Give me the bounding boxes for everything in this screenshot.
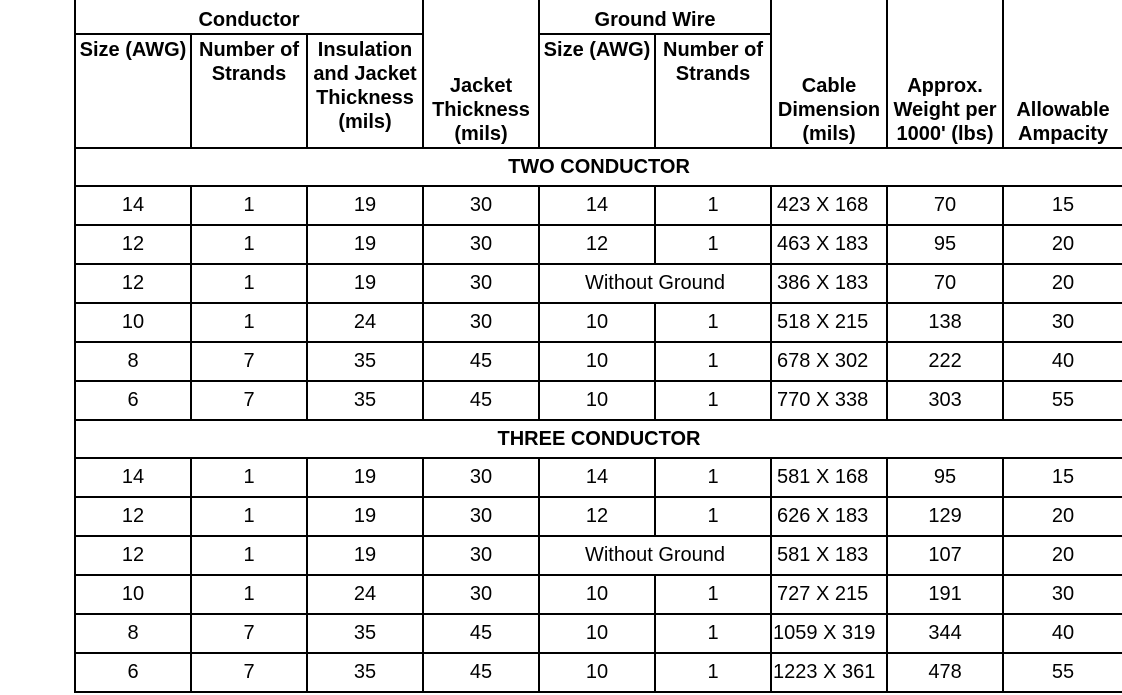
cell-conductor-strands: 1 [191, 264, 307, 303]
cell-conductor-strands: 1 [191, 186, 307, 225]
cell-ground-size: 12 [539, 497, 655, 536]
cell-insulation-thickness: 19 [307, 264, 423, 303]
cell-conductor-strands: 1 [191, 575, 307, 614]
cell-conductor-size: 12 [75, 497, 191, 536]
cell-insulation-thickness: 19 [307, 497, 423, 536]
table-row [75, 575, 1122, 614]
cell-ground-note: Without Ground [539, 264, 771, 303]
cell-insulation-thickness: 19 [307, 536, 423, 575]
cell-conductor-strands: 7 [191, 614, 307, 653]
cell-conductor-strands: 7 [191, 342, 307, 381]
table-row [75, 653, 1122, 692]
cell-allowable-ampacity: 15 [1003, 458, 1122, 497]
cell-jacket-thickness: 30 [423, 186, 539, 225]
header-jacket-thickness: Jacket Thickness (mils) [423, 0, 539, 148]
header-approx-weight: Approx. Weight per 1000' (lbs) [887, 0, 1003, 148]
cell-cable-dimension: 1223 X 361 [771, 653, 887, 692]
cell-conductor-size: 6 [75, 653, 191, 692]
cell-allowable-ampacity: 20 [1003, 497, 1122, 536]
cell-cable-dimension: 1059 X 319 [771, 614, 887, 653]
cell-approx-weight: 70 [887, 186, 1003, 225]
header-conductor-size: Size (AWG) [75, 34, 191, 148]
cell-conductor-strands: 1 [191, 303, 307, 342]
cell-approx-weight: 129 [887, 497, 1003, 536]
cell-approx-weight: 344 [887, 614, 1003, 653]
cell-approx-weight: 191 [887, 575, 1003, 614]
cell-allowable-ampacity: 20 [1003, 225, 1122, 264]
cell-jacket-thickness: 30 [423, 303, 539, 342]
cell-insulation-thickness: 35 [307, 342, 423, 381]
cell-conductor-size: 12 [75, 536, 191, 575]
cell-conductor-size: 12 [75, 225, 191, 264]
cell-jacket-thickness: 30 [423, 225, 539, 264]
cell-ground-strands: 1 [655, 303, 771, 342]
cell-conductor-size: 10 [75, 303, 191, 342]
cell-insulation-thickness: 19 [307, 458, 423, 497]
cell-ground-strands: 1 [655, 614, 771, 653]
header-ground-strands: Number of Strands [655, 34, 771, 148]
cell-ground-size: 10 [539, 303, 655, 342]
cell-conductor-strands: 7 [191, 381, 307, 420]
cell-jacket-thickness: 45 [423, 381, 539, 420]
table-row [75, 186, 1122, 225]
cell-allowable-ampacity: 40 [1003, 342, 1122, 381]
cell-insulation-thickness: 24 [307, 303, 423, 342]
table-row [75, 536, 1122, 575]
section-title: THREE CONDUCTOR [75, 420, 1122, 458]
cell-approx-weight: 95 [887, 458, 1003, 497]
cell-cable-dimension: 386 X 183 [771, 264, 887, 303]
cell-insulation-thickness: 35 [307, 381, 423, 420]
cell-cable-dimension: 423 X 168 [771, 186, 887, 225]
cell-insulation-thickness: 24 [307, 575, 423, 614]
cell-jacket-thickness: 30 [423, 458, 539, 497]
section-header-row [75, 148, 1122, 186]
cell-cable-dimension: 518 X 215 [771, 303, 887, 342]
header-allowable-ampacity: Allowable Ampacity [1003, 0, 1122, 148]
cell-approx-weight: 107 [887, 536, 1003, 575]
table-row [75, 497, 1122, 536]
cell-ground-size: 12 [539, 225, 655, 264]
cell-allowable-ampacity: 20 [1003, 536, 1122, 575]
table-body [75, 148, 1122, 692]
cell-ground-strands: 1 [655, 653, 771, 692]
cell-conductor-size: 8 [75, 342, 191, 381]
cell-cable-dimension: 581 X 183 [771, 536, 887, 575]
cell-approx-weight: 95 [887, 225, 1003, 264]
cell-ground-size: 10 [539, 575, 655, 614]
header-conductor-strands: Number of Strands [191, 34, 307, 148]
cell-ground-strands: 1 [655, 458, 771, 497]
cell-conductor-strands: 1 [191, 458, 307, 497]
cell-allowable-ampacity: 40 [1003, 614, 1122, 653]
table-row [75, 342, 1122, 381]
cell-allowable-ampacity: 55 [1003, 381, 1122, 420]
table-row [75, 264, 1122, 303]
table-header [75, 0, 1122, 148]
header-insulation-jacket: Insulation and Jacket Thickness (mils) [307, 34, 423, 148]
cell-approx-weight: 222 [887, 342, 1003, 381]
cell-cable-dimension: 626 X 183 [771, 497, 887, 536]
section-title: TWO CONDUCTOR [75, 148, 1122, 186]
header-ground-wire: Ground Wire [539, 0, 771, 34]
cable-spec-table [74, 0, 1122, 693]
cell-ground-size: 14 [539, 186, 655, 225]
cell-insulation-thickness: 35 [307, 614, 423, 653]
cell-allowable-ampacity: 55 [1003, 653, 1122, 692]
cell-conductor-size: 12 [75, 264, 191, 303]
table-row [75, 225, 1122, 264]
table-row [75, 381, 1122, 420]
cell-ground-strands: 1 [655, 381, 771, 420]
cell-jacket-thickness: 30 [423, 575, 539, 614]
cell-ground-strands: 1 [655, 186, 771, 225]
cell-cable-dimension: 463 X 183 [771, 225, 887, 264]
cell-allowable-ampacity: 15 [1003, 186, 1122, 225]
cell-allowable-ampacity: 20 [1003, 264, 1122, 303]
cell-jacket-thickness: 45 [423, 614, 539, 653]
cell-ground-size: 10 [539, 381, 655, 420]
cell-ground-strands: 1 [655, 225, 771, 264]
cell-cable-dimension: 581 X 168 [771, 458, 887, 497]
cell-insulation-thickness: 35 [307, 653, 423, 692]
cell-conductor-strands: 1 [191, 536, 307, 575]
cell-approx-weight: 478 [887, 653, 1003, 692]
cell-ground-strands: 1 [655, 575, 771, 614]
cell-approx-weight: 303 [887, 381, 1003, 420]
cell-cable-dimension: 770 X 338 [771, 381, 887, 420]
cell-jacket-thickness: 30 [423, 264, 539, 303]
cell-ground-strands: 1 [655, 342, 771, 381]
cell-ground-size: 14 [539, 458, 655, 497]
cell-insulation-thickness: 19 [307, 186, 423, 225]
cell-insulation-thickness: 19 [307, 225, 423, 264]
cell-conductor-size: 6 [75, 381, 191, 420]
cell-allowable-ampacity: 30 [1003, 303, 1122, 342]
cell-approx-weight: 70 [887, 264, 1003, 303]
table-row [75, 303, 1122, 342]
cell-cable-dimension: 727 X 215 [771, 575, 887, 614]
cell-ground-strands: 1 [655, 497, 771, 536]
cell-conductor-strands: 1 [191, 225, 307, 264]
cell-jacket-thickness: 45 [423, 653, 539, 692]
table-row [75, 458, 1122, 497]
cell-conductor-strands: 7 [191, 653, 307, 692]
header-ground-size: Size (AWG) [539, 34, 655, 148]
header-conductor: Conductor [75, 0, 423, 34]
cell-conductor-size: 14 [75, 458, 191, 497]
cell-conductor-size: 10 [75, 575, 191, 614]
cell-conductor-size: 8 [75, 614, 191, 653]
cell-conductor-strands: 1 [191, 497, 307, 536]
cell-ground-size: 10 [539, 342, 655, 381]
cell-allowable-ampacity: 30 [1003, 575, 1122, 614]
cell-jacket-thickness: 30 [423, 497, 539, 536]
cell-ground-note: Without Ground [539, 536, 771, 575]
cell-approx-weight: 138 [887, 303, 1003, 342]
header-row-top [75, 0, 1122, 34]
cell-ground-size: 10 [539, 614, 655, 653]
table-row [75, 614, 1122, 653]
header-cable-dimension: Cable Dimension (mils) [771, 0, 887, 148]
cell-jacket-thickness: 45 [423, 342, 539, 381]
cell-conductor-size: 14 [75, 186, 191, 225]
section-header-row [75, 420, 1122, 458]
cell-jacket-thickness: 30 [423, 536, 539, 575]
cell-cable-dimension: 678 X 302 [771, 342, 887, 381]
cell-ground-size: 10 [539, 653, 655, 692]
